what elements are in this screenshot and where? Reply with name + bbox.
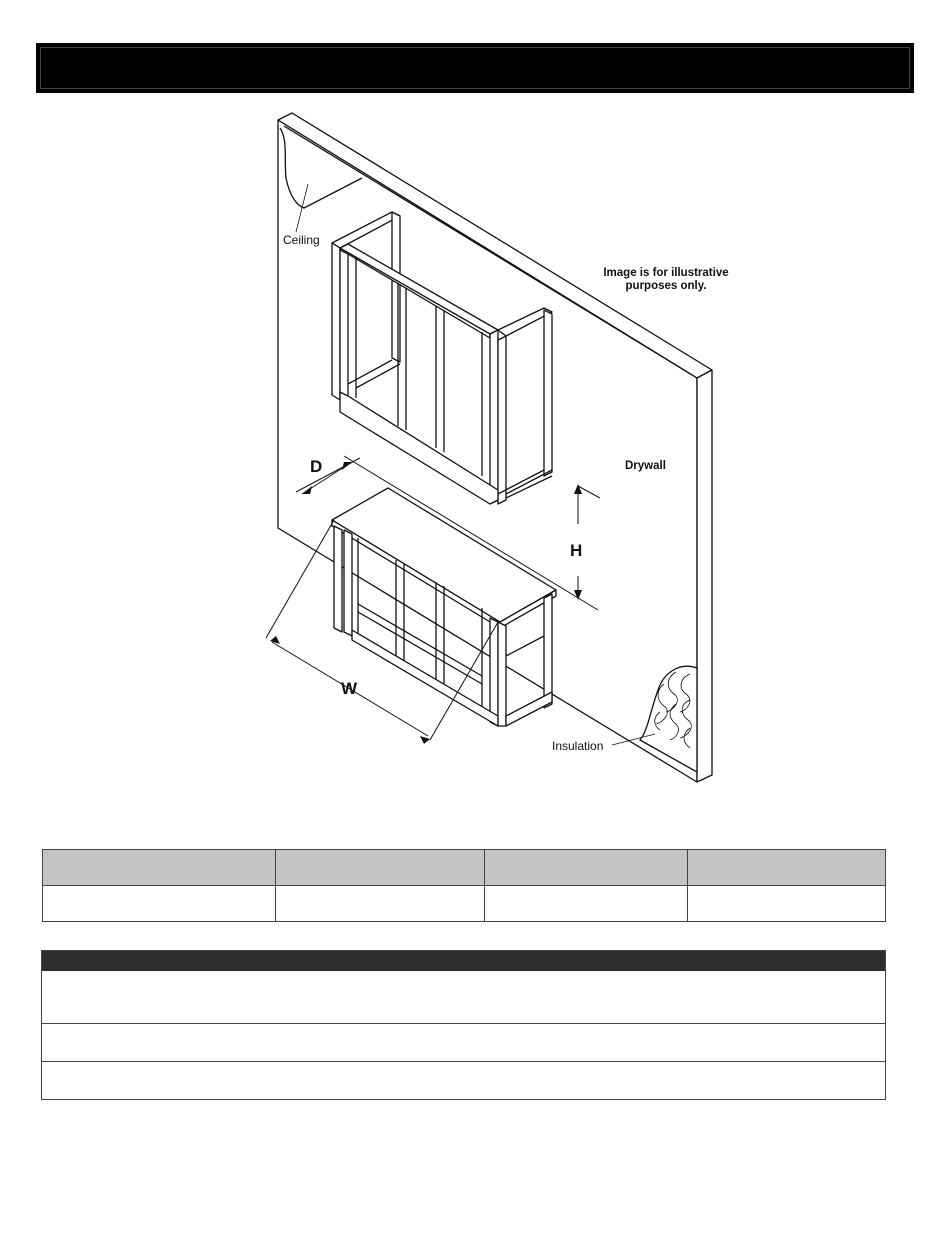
table-cell <box>43 886 276 922</box>
installation-diagram <box>260 112 730 792</box>
wall-drawing <box>266 113 712 782</box>
info-box-row <box>42 1023 885 1061</box>
table-cell <box>276 886 485 922</box>
depth-label: D <box>310 457 323 476</box>
note-line-1: Image is for illustrative <box>603 267 729 279</box>
dimensions-table <box>42 849 886 922</box>
title-bar-inner <box>40 47 910 89</box>
wall-right-edge <box>697 370 712 782</box>
note-line-2: purposes only. <box>625 280 707 292</box>
diagram-svg <box>260 112 730 792</box>
table-header-cell <box>43 850 276 886</box>
insulation-label: Insulation <box>552 739 604 753</box>
info-box-header <box>42 951 885 971</box>
info-box-row <box>42 1061 885 1100</box>
info-box <box>41 950 886 1100</box>
info-box-row <box>42 971 885 1023</box>
table-header-cell <box>688 850 886 886</box>
height-label: H <box>570 541 583 560</box>
drywall-label: Drywall <box>625 460 666 472</box>
title-bar <box>37 44 913 92</box>
table-header-cell <box>276 850 485 886</box>
width-label: W <box>341 679 358 698</box>
ceiling-label: Ceiling <box>283 233 320 247</box>
table-row <box>43 886 886 922</box>
table-header-cell <box>485 850 688 886</box>
table-cell <box>688 886 886 922</box>
table-cell <box>485 886 688 922</box>
table-header-row <box>43 850 886 886</box>
